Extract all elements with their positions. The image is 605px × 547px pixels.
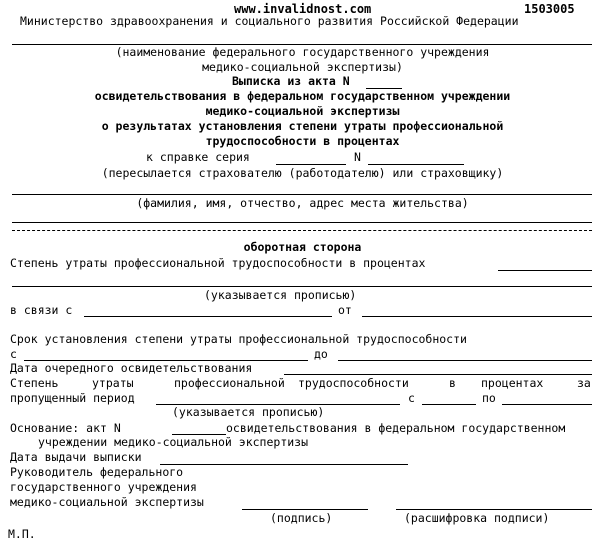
- missed-to-label: по: [482, 391, 496, 405]
- from-label: от: [338, 303, 352, 317]
- ministry-name: Министерство здравоохранения и социального развития Российской Федерации: [20, 14, 519, 28]
- period-label: Срок установления степени утраты профессиональной трудоспособности: [10, 332, 467, 346]
- missed-word-6: процентах: [481, 376, 544, 390]
- missed-to-line: [502, 404, 592, 405]
- doc-title-5: трудоспособности в процентах: [205, 134, 400, 148]
- back-side-title: оборотная сторона: [243, 240, 362, 254]
- site-url: www.invalidnost.com: [234, 2, 372, 16]
- degree-line: [498, 270, 592, 271]
- institution-hint-1: (наименование федерального государственного учреждения: [115, 45, 490, 59]
- person-line-2: [12, 222, 592, 223]
- missed-word-3: профессиональной: [174, 376, 285, 390]
- missed-word-7: за: [577, 376, 591, 390]
- decode-line: [396, 509, 592, 510]
- missed-from-label: с: [408, 391, 415, 405]
- person-hint: (фамилия, имя, отчество, адрес места жительства): [136, 196, 469, 210]
- stamp-place: М.П.: [8, 527, 36, 541]
- due-to-label: в связи с: [10, 303, 73, 317]
- period-from-label: с: [10, 347, 17, 361]
- degree-words-line: [12, 286, 592, 287]
- due-to-line: [84, 316, 332, 317]
- certificate-number-line: [368, 164, 464, 165]
- basis-text-1: освидетельствования в федеральном государственном: [226, 421, 566, 435]
- period-to-label: до: [314, 347, 328, 361]
- issue-date-line: [160, 464, 408, 465]
- head-title-2: государственного учреждения: [10, 480, 197, 494]
- signature-line: [242, 509, 368, 510]
- form-code: 1503005: [524, 2, 575, 16]
- doc-title-4: о результатах установления степени утраты профессиональной: [101, 119, 504, 133]
- head-title-1: Руководитель федерального: [10, 465, 184, 479]
- decode-hint: (расшифровка подписи): [404, 511, 550, 525]
- missed-period-label: пропущенный период: [10, 391, 135, 405]
- doc-title-1: Выписка из акта N: [232, 74, 350, 88]
- doc-title-3: медико-социальной экспертизы: [205, 104, 400, 118]
- degree-label: Степень утраты профессиональной трудоспособности в процентах: [10, 256, 426, 270]
- missed-word-5: в: [449, 376, 456, 390]
- certificate-prefix: к справке серия: [146, 150, 250, 164]
- basis-text-2: учреждении медико-социальной экспертизы: [38, 435, 309, 449]
- person-line: [12, 194, 592, 195]
- signature-hint: (подпись): [270, 511, 333, 525]
- in-words-hint-2: (указывается прописью): [172, 405, 325, 419]
- next-exam-label: Дата очередного освидетельствования: [10, 361, 253, 375]
- in-words-hint-1: (указывается прописью): [204, 288, 357, 302]
- basis-label: Основание: акт N: [10, 421, 121, 435]
- doc-title-2: освидетельствования в федеральном государственном учреждении: [94, 89, 511, 103]
- missed-word-1: Степень: [10, 376, 59, 390]
- issue-date-label: Дата выдачи выписки: [10, 450, 142, 464]
- next-exam-line: [284, 374, 592, 375]
- missed-from-line: [422, 404, 476, 405]
- from-line: [362, 316, 592, 317]
- missed-word-2: утраты: [92, 376, 134, 390]
- sent-to-note: (пересылается страхователю (работодателю) или страховщику): [101, 166, 504, 180]
- cut-line: [12, 230, 592, 231]
- certificate-n: N: [354, 150, 361, 164]
- head-title-3: медико-социальной экспертизы: [10, 495, 204, 509]
- period-to-line: [338, 360, 592, 361]
- certificate-series-line: [276, 164, 346, 165]
- missed-word-4: трудоспособности: [298, 376, 409, 390]
- institution-hint-2: медико-социальной экспертизы): [202, 60, 403, 74]
